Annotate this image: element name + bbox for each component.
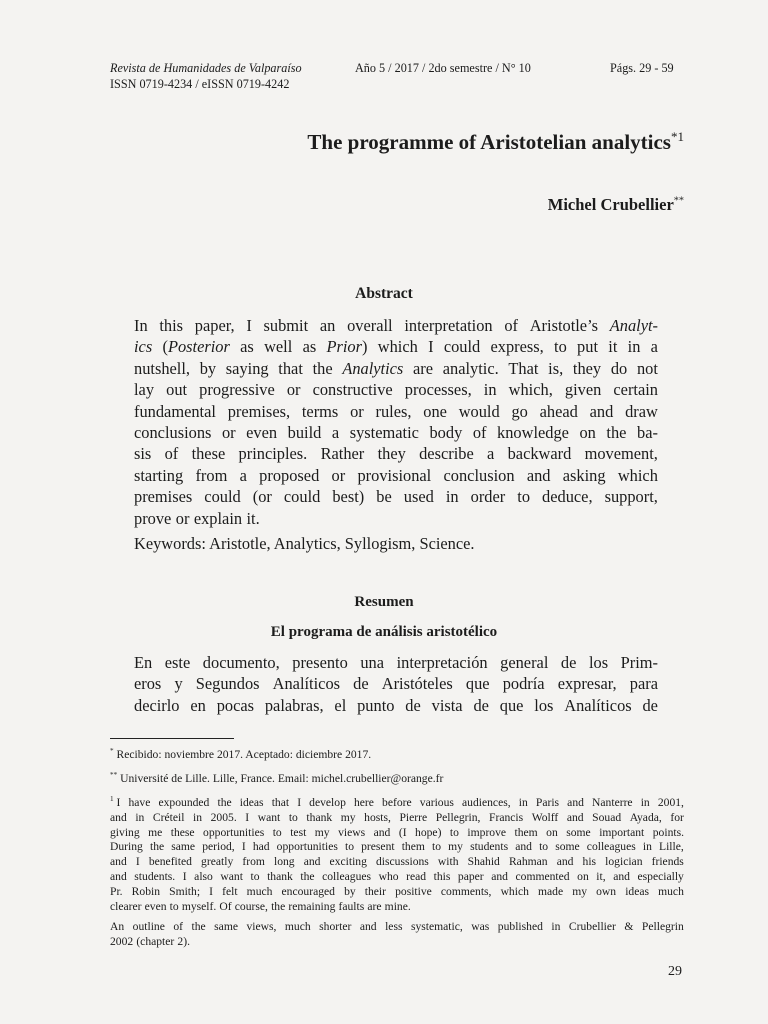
article-title-text: The programme of Aristotelian analytics — [307, 130, 671, 154]
footnote-divider — [110, 738, 234, 739]
text-line: lay out progressive or constructive processes, in which, given certain — [134, 380, 658, 400]
footnote-mark: * — [110, 747, 114, 756]
abstract-text — [134, 315, 658, 529]
footnote-1 — [110, 796, 684, 914]
abstract-heading: Abstract — [355, 285, 413, 302]
text-line: and students. I also want to thank the colleagues who read this paper and commented on it, and especially — [110, 869, 684, 883]
issn-line: ISSN 0719-4234 / eISSN 0719-4242 — [110, 77, 290, 91]
page-range: Págs. 29 - 59 — [610, 61, 674, 75]
resumen-title: El programa de análisis aristotélico — [270, 624, 498, 640]
author-name: Michel Crubellier — [547, 195, 674, 214]
text-line: conclusions or even build a systematic body of knowledge on the ba- — [134, 423, 658, 443]
footnote-mark: ** — [110, 771, 118, 780]
footnote-affiliation — [110, 772, 684, 787]
text-line: sis of these principles. Rather they describe a backward movement, — [134, 444, 658, 464]
text-line: premises could (or could best) be used in order to deduce, support, — [134, 487, 658, 507]
footnote-received — [110, 748, 684, 763]
issue-info: Año 5 / 2017 / 2do semestre / N° 10 — [355, 61, 531, 75]
text-line: eros y Segundos Analíticos de Aristóteles que podría expresar, para — [134, 674, 658, 694]
author-byline — [548, 195, 684, 215]
page-number: 29 — [668, 964, 682, 979]
footnote-text: Université de Lille. Lille, France. Email: michel.crubellier@orange.fr — [120, 772, 444, 785]
text-line: and in Créteil in 2005. I want to thank my hosts, Pierre Pellegrin, Francis Wolff and Souad Ayada, for — [110, 810, 684, 824]
keywords-line: Keywords: Aristotle, Analytics, Syllogism, Science. — [134, 534, 475, 553]
resumen-text — [134, 652, 658, 716]
title-footnote-mark: *1 — [670, 129, 684, 144]
footnote-text: Recibido: noviembre 2017. Aceptado: diciembre 2017. — [116, 748, 372, 761]
text-line: and I benefited greatly from long and exciting discussions with Shahid Rahman and his logician friends — [110, 855, 684, 869]
text-line: In this paper, I submit an overall interpretation of Aristotle’s Analyt- — [134, 316, 658, 335]
text-line: During the same period, I had opportunities to present them to my students and to some colleagues in Lille, — [110, 840, 684, 854]
text-line: prove or explain it. — [134, 508, 260, 528]
text-line: fundamental premises, terms or rules, one would go ahead and draw — [134, 401, 658, 421]
text-line: 2002 (chapter 2). — [110, 934, 190, 948]
text-line: Pr. Robin Smith; I felt much encouraged by their positive comments, which made my own ideas much — [110, 884, 684, 898]
text-line: nutshell, by saying that the Analytics are analytic. That is, they do not — [134, 358, 658, 378]
article-title — [307, 130, 684, 155]
text-line: ics (Posterior as well as Prior) which I could express, to put it in a — [134, 337, 658, 357]
author-footnote-mark: ** — [673, 195, 684, 207]
text-line: giving me these opportunities to test my views and (I hope) to improve them on some important points. — [110, 825, 684, 839]
resumen-heading: Resumen — [354, 594, 414, 610]
footnote-1-continuation — [110, 920, 684, 950]
text-line: decirlo en pocas palabras, el punto de vista de que los Analíticos de — [134, 695, 658, 715]
text-line: An outline of the same views, much shorter and less systematic, was published in Crubellier & Pellegrin — [110, 920, 684, 933]
text-line: $^1$ I have expounded the ideas that I develop here before various audiences, in Paris and Nanterre in 2001, — [110, 795, 684, 809]
journal-name: Revista de Humanidades de Valparaíso — [110, 61, 302, 75]
text-line: starting from a proposed or provisional conclusion and asking which — [134, 465, 658, 485]
text-line: En este documento, presento una interpretación general de los Prim- — [134, 653, 658, 672]
text-line: clearer even to myself. Of course, the remaining faults are mine. — [110, 899, 411, 913]
